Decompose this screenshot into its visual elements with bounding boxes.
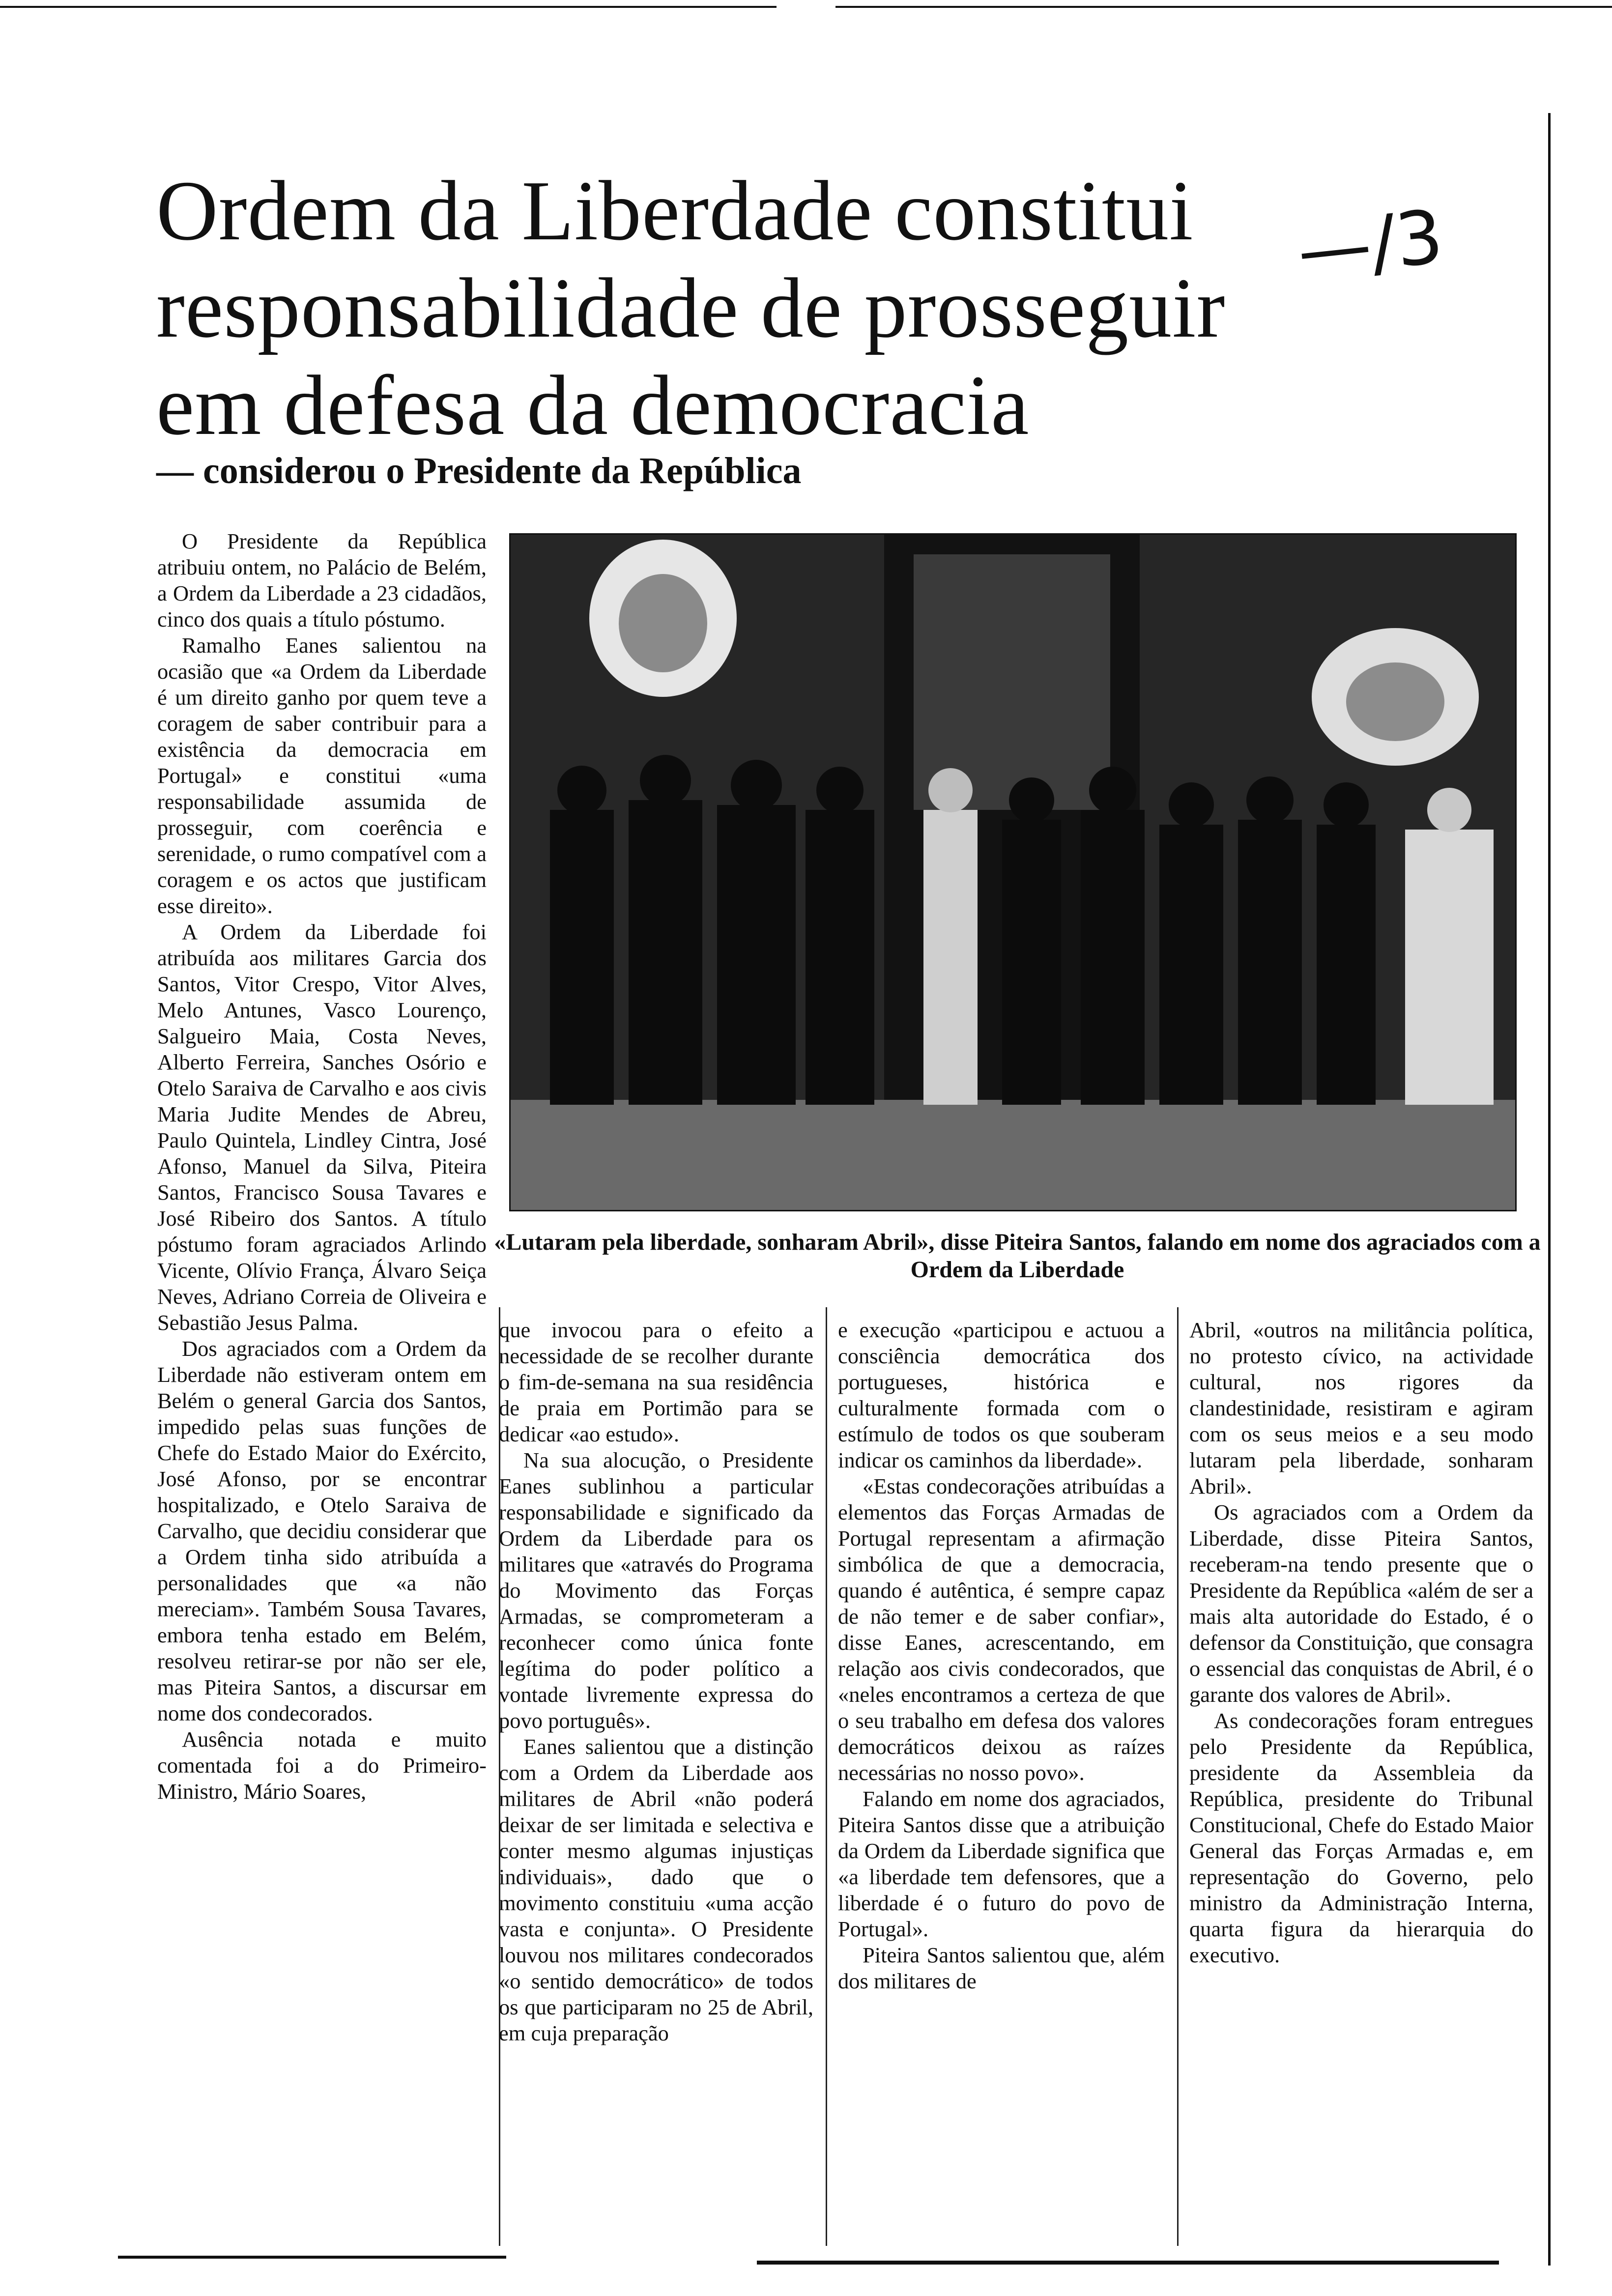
bottom-rule-right	[757, 2261, 1499, 2265]
column-divider-2	[826, 1307, 827, 2246]
col3-paragraph-1: e execução «participou e actuou a consciência democrática dos portugueses, histórica e culturalmente formada com o estímulo de todos os que souberam indicar os caminhos da liberdade».	[838, 1318, 1165, 1472]
article-column-1	[157, 528, 487, 2258]
col2-paragraph-2: Na sua alocução, o Presidente Eanes sublinhou a particular responsabilidade e significado da Ordem da Liberdade para os militares que «através do Programa do Movimento das Forças Armadas, se comprometeram a reconhecer como única fonte legítima do poder político a vontade livremente expressa do povo português».	[499, 1448, 813, 1733]
col1-paragraph-3: A Ordem da Liberdade foi atribuída aos militares Garcia dos Santos, Vitor Crespo, Vitor Alves, Melo Antunes, Vasco Lourenço, Salgueiro Maia, Costa Neves, Alberto Ferreira, Sanches Osório e Otelo Saraiva de Carvalho e aos civis Maria Judite Mendes de Abreu, Paulo Quintela, Lindley Cintra, José Afonso, Manuel da Silva, Piteira Santos, Francisco Sousa Tavares e José Ribeiro dos Santos. A título póstumo foram agraciados Arlindo Vicente, Olívio França, Álvaro Seiça Neves, Adriano Correia de Oliveira e Sebastião Jesus Palma.	[157, 919, 487, 1335]
headline	[156, 162, 1483, 454]
col2-paragraph-1: que invocou para o efeito a necessidade de se recolher durante o fim-de-semana na sua residência de praia em Portimão para se dedicar «ao estudo».	[499, 1318, 813, 1446]
top-rule-left	[0, 6, 777, 8]
col3-paragraph-2: «Estas condecorações atribuídas a elementos das Forças Armadas de Portugal representam a afirmação simbólica de que a democracia, quando é autêntica, é sempre capaz de não temer e de saber confiar», disse Eanes, acrescentando, em relação aos civis condecorados, que «neles encontramos a certeza de que o seu trabalho em defesa dos valores democráticos deixou as raízes necessárias no nosso povo».	[838, 1474, 1165, 1785]
article-column-2	[499, 1317, 813, 2261]
col4-paragraph-1: Abril, «outros na militância política, no protesto cívico, na actividade cultural, nos rigores da clandestinidade, resistiram e agiram com os seus meios e a seu modo lutaram pela liberdade, sonharam Abril».	[1189, 1318, 1533, 1498]
photo-caption: «Lutaram pela liberdade, sonharam Abril», disse Piteira Santos, falando em nome dos agraciados com a Ordem da Liberdade	[494, 1229, 1541, 1283]
article-column-4	[1189, 1317, 1533, 2261]
col2-paragraph-3: Eanes salientou que a distinção com a Ordem da Liberdade aos militares de Abril «não poderá deixar de ser limitada e selectiva e conter mesmo algumas injustiças individuais», dado que o movimento constituiu «uma acção vasta e conjunta». O Presidente louvou nos militares condecorados «o sentido democrático» de todos os que participaram no 25 de Abril, em cuja preparação	[499, 1734, 813, 2045]
col1-paragraph-5: Ausência notada e muito comentada foi a do Primeiro-Ministro, Mário Soares,	[157, 1727, 487, 1804]
bottom-rule-left	[118, 2256, 506, 2259]
subheadline: — considerou o Presidente da República	[156, 450, 802, 491]
right-margin-rule	[1548, 113, 1551, 2266]
col1-paragraph-2: Ramalho Eanes salientou na ocasião que «a Ordem da Liberdade é um direito ganho por quem teve a coragem de saber contribuir para a existência da democracia em Portugal» e constitui «uma responsabilidade assumida de prosseguir, com coerência e serenidade, o rumo compatível com a coragem e os actos que justificam esse direito».	[157, 633, 487, 918]
headline-line-2: responsabilidade de prosseguir	[156, 260, 1226, 355]
column-divider-3	[1177, 1307, 1179, 2246]
article-column-3	[838, 1317, 1165, 2261]
top-rule-right	[835, 6, 1612, 8]
col3-paragraph-3: Falando em nome dos agraciados, Piteira Santos disse que a atribuição da Ordem da Liberdade significa que «a liberdade tem defensores, que a liberdade é o futuro do povo de Portugal».	[838, 1786, 1165, 1941]
handwritten-page-mark: —/3	[1293, 194, 1447, 294]
col3-paragraph-4: Piteira Santos salientou que, além dos militares de	[838, 1943, 1165, 1993]
col1-paragraph-4: Dos agraciados com a Ordem da Liberdade não estiveram ontem em Belém o general Garcia dos Santos, impedido pelas suas funções de Chefe do Estado Maior do Exército, José Afonso, por se encontrar hospitalizado, e Otelo Saraiva de Carvalho, que decidiu considerar que a Ordem tinha sido atribuída a personalidades que «a não mereciam». Também Sousa Tavares, embora tenha estado em Belém, resolveu retirar-se por não ser ele, mas Piteira Santos, a discursar em nome dos condecorados.	[157, 1336, 487, 1725]
ceremony-photo-image	[511, 535, 1517, 1211]
headline-line-3: em defesa da democracia	[156, 358, 1030, 453]
col1-paragraph-1: O Presidente da República atribuiu ontem, no Palácio de Belém, a Ordem da Liberdade a 23 cidadãos, cinco dos quais a título póstumo.	[157, 529, 487, 631]
col4-paragraph-2: Os agraciados com a Ordem da Liberdade, disse Piteira Santos, receberam-na tendo presente que o Presidente da República «além de ser a mais alta autoridade do Estado, é o defensor da Constituição, que consagra o essencial das conquistas de Abril, é o garante dos valores de Abril».	[1189, 1500, 1533, 1707]
headline-line-1: Ordem da Liberdade constitui	[156, 163, 1194, 258]
col4-paragraph-3: As condecorações foram entregues pelo Presidente da República, presidente da Assembleia da República, presidente do Tribunal Constitucional, Chefe do Estado Maior General das Forças Armadas e, em representação do Governo, pelo ministro da Administração Interna, quarta figura da hierarquia do executivo.	[1189, 1708, 1533, 1967]
ceremony-photo	[509, 533, 1517, 1211]
